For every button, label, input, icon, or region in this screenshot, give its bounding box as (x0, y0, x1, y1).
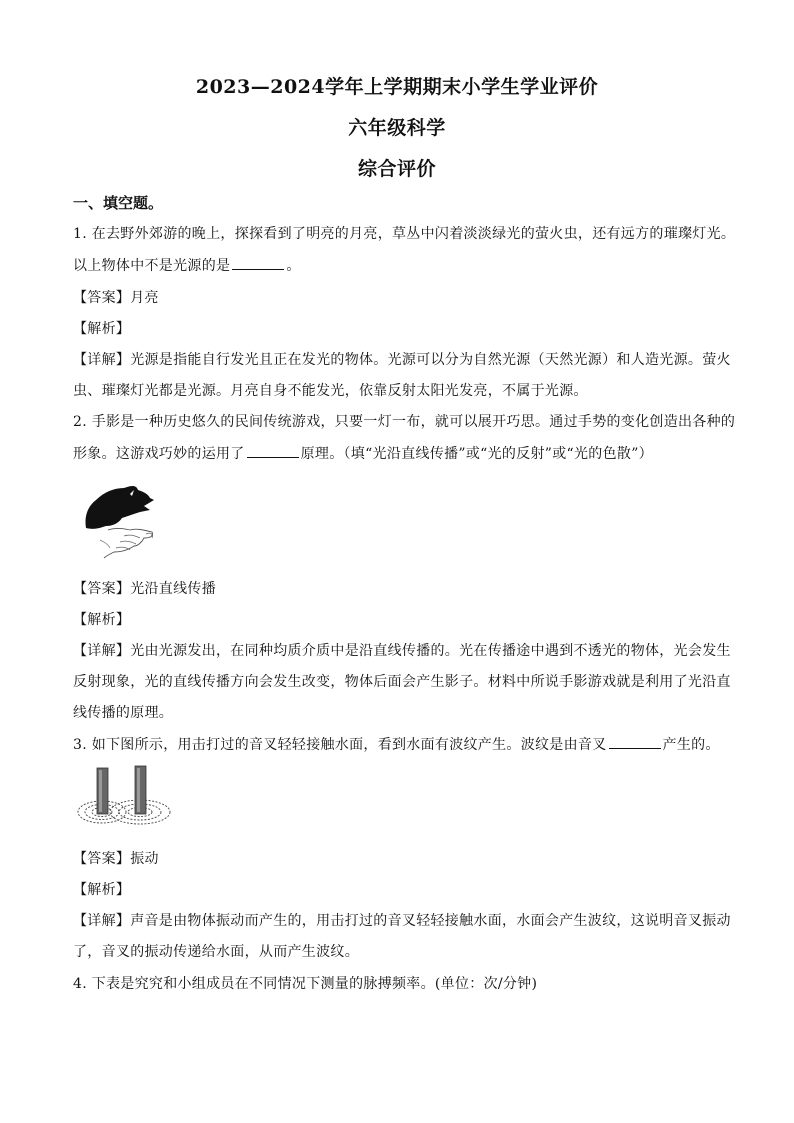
question-2-detail-cont: 反射现象，光的直线传播方向会发生改变，物体后面会产生影子。材料中所说手影游戏就是利用了光沿直 (73, 674, 731, 690)
question-2-detail-end: 线传播的原理。 (73, 705, 174, 721)
answer-blank (232, 256, 284, 270)
section-heading: 一、填空题。 (73, 194, 164, 212)
question-1-analysis: 【解析】 (73, 321, 131, 337)
question-2-answer: 【答案】光沿直线传播 (73, 581, 216, 597)
question-1-end: 。 (286, 258, 301, 274)
question-2-end: 原理。（填“光沿直线传播”或“光的反射”或“光的色散”） (300, 446, 653, 462)
question-2-prompt: 形象。这游戏巧妙的运用了 (73, 446, 245, 462)
question-1-prompt: 以上物体中不是光源的是 (73, 258, 231, 274)
question-1-text-cont (73, 255, 733, 275)
subtitle: 综合评价 (357, 158, 436, 180)
question-3-detail-cont: 了，音叉的振动传递给水面，从而产生波纹。 (73, 944, 359, 960)
question-1-detail: 【详解】光源是指能自行发光且正在发光的物体。光源可以分为自然光源（天然光源）和人造光源。萤火 (73, 352, 731, 368)
answer-blank (609, 735, 661, 749)
question-2-text: 2. 手影是一种历史悠久的民间传统游戏，只要一灯一布，就可以展开巧思。通过手势的变化创造出各种的 (73, 414, 736, 430)
question-3-prompt: 3. 如下图所示，用击打过的音叉轻轻接触水面，看到水面有波纹产生。波纹是由音叉 (73, 737, 607, 753)
tuning-fork-image (74, 764, 182, 836)
question-2-analysis: 【解析】 (73, 612, 131, 628)
question-4-text: 4. 下表是究究和小组成员在不同情况下测量的脉搏频率。(单位：次/分钟) (73, 976, 538, 992)
page-title: 2023—2024学年上学期期末小学生学业评价 (195, 76, 599, 98)
question-2-detail: 【详解】光由光源发出，在同种均质介质中是沿直线传播的。光在传播途中遇到不透光的物体，光会发生 (73, 643, 731, 659)
question-1-text: 1. 在去野外郊游的晚上，探探看到了明亮的月亮，草丛中闪着淡淡绿光的萤火虫，还有远方的璀璨灯光。 (73, 226, 736, 242)
answer-blank (247, 444, 299, 458)
question-3-detail: 【详解】声音是由物体振动而产生的，用击打过的音叉轻轻接触水面，水面会产生波纹，这说明音叉振动 (73, 913, 731, 929)
question-1-detail-cont: 虫、璀璨灯光都是光源。月亮自身不能发光，依靠反射太阳光发亮，不属于光源。 (73, 383, 588, 399)
hand-shadow-image (80, 480, 162, 560)
question-1-answer: 【答案】月亮 (73, 290, 159, 306)
question-2-text-cont (73, 443, 733, 463)
grade-title: 六年级科学 (348, 117, 446, 139)
question-3-end: 产生的。 (662, 737, 720, 753)
question-3-analysis: 【解析】 (73, 882, 131, 898)
question-3-text (73, 734, 733, 754)
question-3-answer: 【答案】振动 (73, 851, 159, 867)
